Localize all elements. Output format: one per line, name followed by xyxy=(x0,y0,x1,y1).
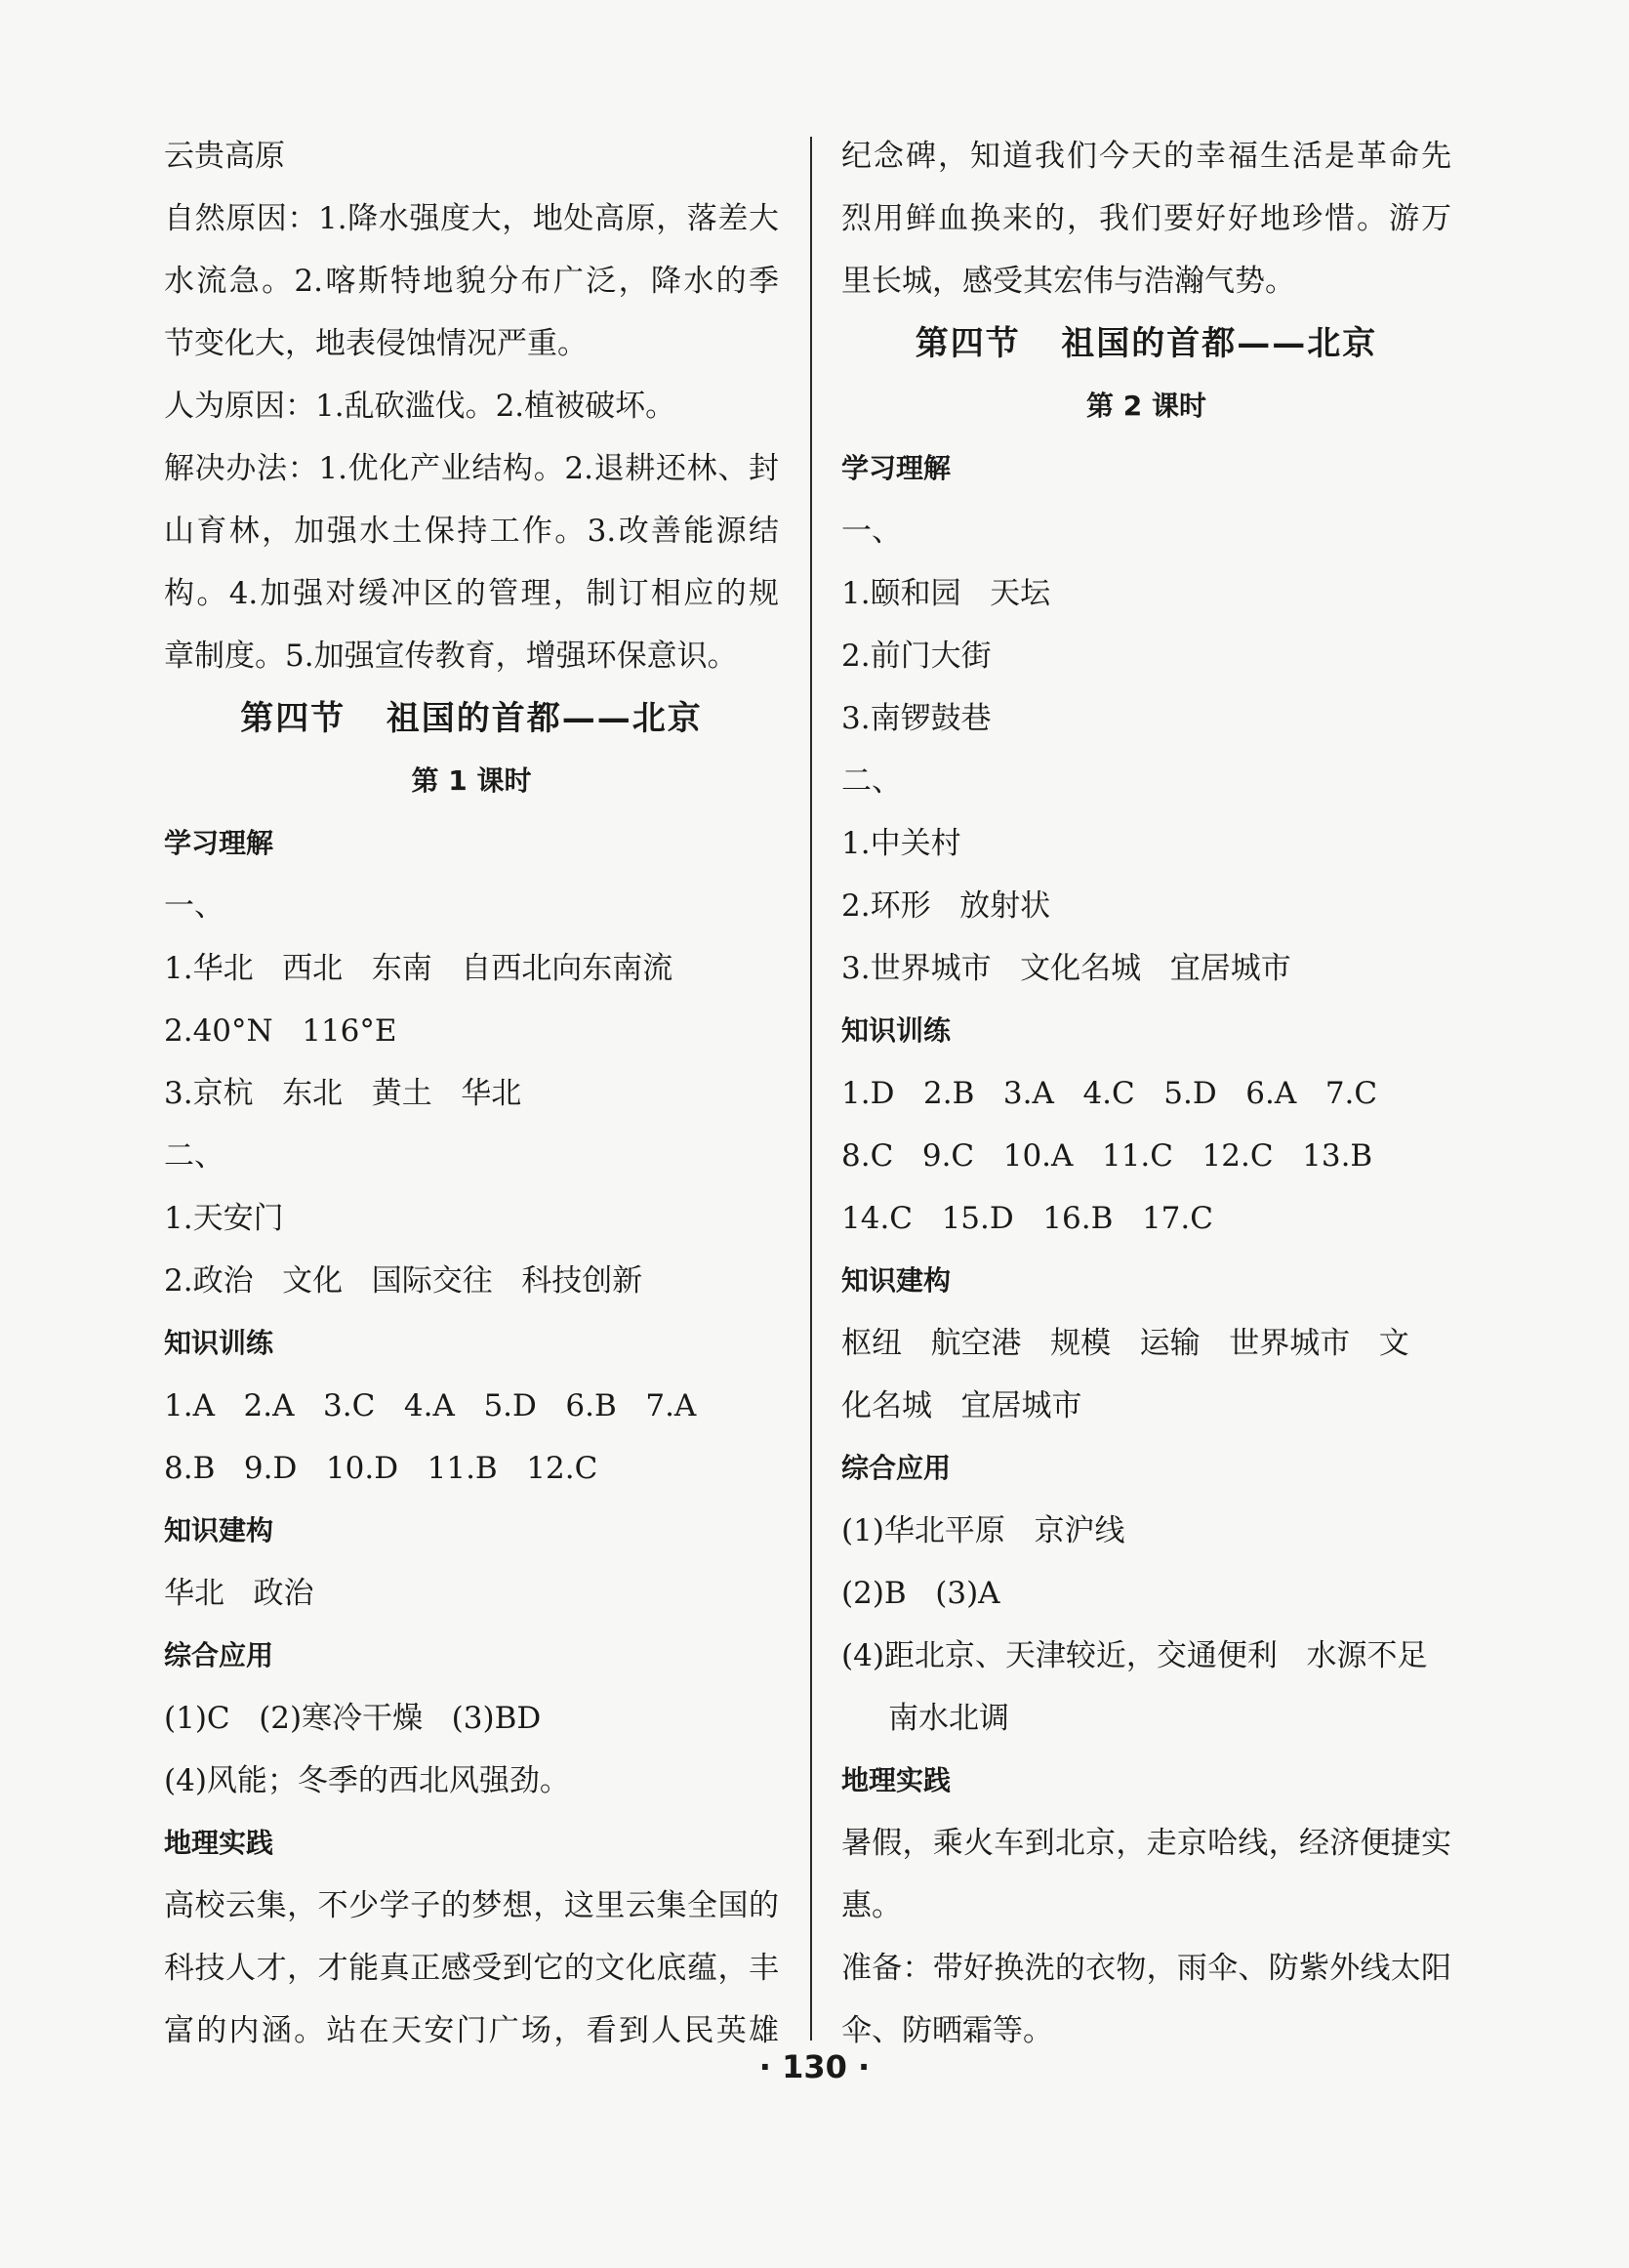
answer-line: 1.颐和园 天坛 xyxy=(841,576,1051,611)
text-line: 人为原因：1.乱砍滥伐。2.植被破坏。 xyxy=(164,389,676,424)
answer-line: (4)距北京、天津较近，交通便利 水源不足 xyxy=(841,1638,1428,1673)
text-line: 构。4.加强对缓冲区的管理，制订相应的规 xyxy=(164,576,779,611)
text-line: 章制度。5.加强宣传教育，增强环保意识。 xyxy=(164,639,738,674)
answer-line: 2.前门大街 xyxy=(841,639,992,674)
answer-line: 化名城 宜居城市 xyxy=(841,1388,1082,1423)
answer-line: 1.华北 西北 东南 自西北向东南流 xyxy=(164,951,673,986)
answer-line: (4)风能；冬季的西北风强劲。 xyxy=(164,1763,570,1798)
text-line: 山育林，加强水土保持工作。3.改善能源结 xyxy=(164,514,779,549)
text-line: 暑假，乘火车到北京，走京哈线，经济便捷实 xyxy=(841,1826,1451,1861)
text-line: 云贵高原 xyxy=(164,139,285,174)
answer-line: (1)华北平原 京沪线 xyxy=(841,1513,1125,1548)
text-line: 自然原因：1.降水强度大，地处高原，落差大 xyxy=(164,201,779,236)
part-marker: 一、 xyxy=(841,514,902,549)
part-marker: 二、 xyxy=(164,1138,224,1174)
text-line: 解决办法：1.优化产业结构。2.退耕还林、封 xyxy=(164,451,779,486)
answer-line: 8.C 9.C 10.A 11.C 12.C 13.B xyxy=(841,1138,1373,1174)
answer-line: 3.京杭 东北 黄土 华北 xyxy=(164,1076,522,1111)
text-line: 烈用鲜血换来的，我们要好好地珍惜。游万 xyxy=(841,201,1451,236)
text-line: 科技人才，才能真正感受到它的文化底蕴，丰 xyxy=(164,1951,779,1986)
subsection-heading-study: 学习理解 xyxy=(164,827,274,859)
answer-line: 14.C 15.D 16.B 17.C xyxy=(841,1201,1213,1236)
answer-line: 2.政治 文化 国际交往 科技创新 xyxy=(164,1263,643,1299)
answer-line: (1)C (2)寒冷干燥 (3)BD xyxy=(164,1701,542,1736)
part-marker: 二、 xyxy=(841,763,902,799)
lesson-title: 第 1 课时 xyxy=(411,764,532,797)
text-line: 里长城，感受其宏伟与浩瀚气势。 xyxy=(841,264,1295,299)
answer-line: 1.D 2.B 3.A 4.C 5.D 6.A 7.C xyxy=(841,1076,1378,1111)
column-divider xyxy=(810,137,812,2041)
answer-line: 2.40°N 116°E xyxy=(164,1013,397,1049)
answer-line: 1.天安门 xyxy=(164,1201,284,1236)
subsection-heading-practice: 地理实践 xyxy=(164,1827,274,1859)
subsection-heading-training: 知识训练 xyxy=(164,1327,274,1359)
text-line: 水流急。2.喀斯特地貌分布广泛，降水的季 xyxy=(164,264,779,299)
text-line: 伞、防晒霜等。 xyxy=(841,2013,1053,2048)
subsection-heading-construction: 知识建构 xyxy=(841,1264,952,1297)
answer-line: 南水北调 xyxy=(888,1701,1009,1736)
answer-line: 3.世界城市 文化名城 宜居城市 xyxy=(841,951,1291,986)
text-line: 纪念碑，知道我们今天的幸福生活是革命先 xyxy=(841,139,1451,174)
answer-line: 8.B 9.D 10.D 11.B 12.C xyxy=(164,1451,598,1486)
subsection-heading-training: 知识训练 xyxy=(841,1014,952,1047)
answer-line: 华北 政治 xyxy=(164,1576,314,1611)
lesson-title: 第 2 课时 xyxy=(1086,390,1206,422)
text-line: 节变化大，地表侵蚀情况严重。 xyxy=(164,326,588,361)
section-title: 第四节 祖国的首都——北京 xyxy=(915,324,1378,363)
part-marker: 一、 xyxy=(164,888,224,924)
answer-line: 2.环形 放射状 xyxy=(841,888,1051,924)
section-title: 第四节 祖国的首都——北京 xyxy=(240,699,703,738)
answer-line: 1.中关村 xyxy=(841,826,961,861)
subsection-heading-construction: 知识建构 xyxy=(164,1514,274,1546)
subsection-heading-application: 综合应用 xyxy=(164,1639,274,1671)
subsection-heading-application: 综合应用 xyxy=(841,1452,952,1484)
answer-line: 枢纽 航空港 规模 运输 世界城市 文 xyxy=(841,1326,1409,1361)
right-column xyxy=(841,125,1451,2062)
answer-line: (2)B (3)A xyxy=(841,1576,1000,1611)
subsection-heading-study: 学习理解 xyxy=(841,452,952,484)
page-number: · 130 · xyxy=(758,2048,871,2085)
text-line: 惠。 xyxy=(841,1888,902,1923)
left-column xyxy=(164,125,779,2062)
subsection-heading-practice: 地理实践 xyxy=(841,1764,952,1796)
answer-line: 1.A 2.A 3.C 4.A 5.D 6.B 7.A xyxy=(164,1388,697,1423)
text-line: 富的内涵。站在天安门广场，看到人民英雄 xyxy=(164,2013,779,2048)
text-line: 高校云集，不少学子的梦想，这里云集全国的 xyxy=(164,1888,779,1923)
answer-line: 3.南锣鼓巷 xyxy=(841,701,992,736)
text-line: 准备：带好换洗的衣物，雨伞、防紫外线太阳 xyxy=(841,1951,1451,1986)
